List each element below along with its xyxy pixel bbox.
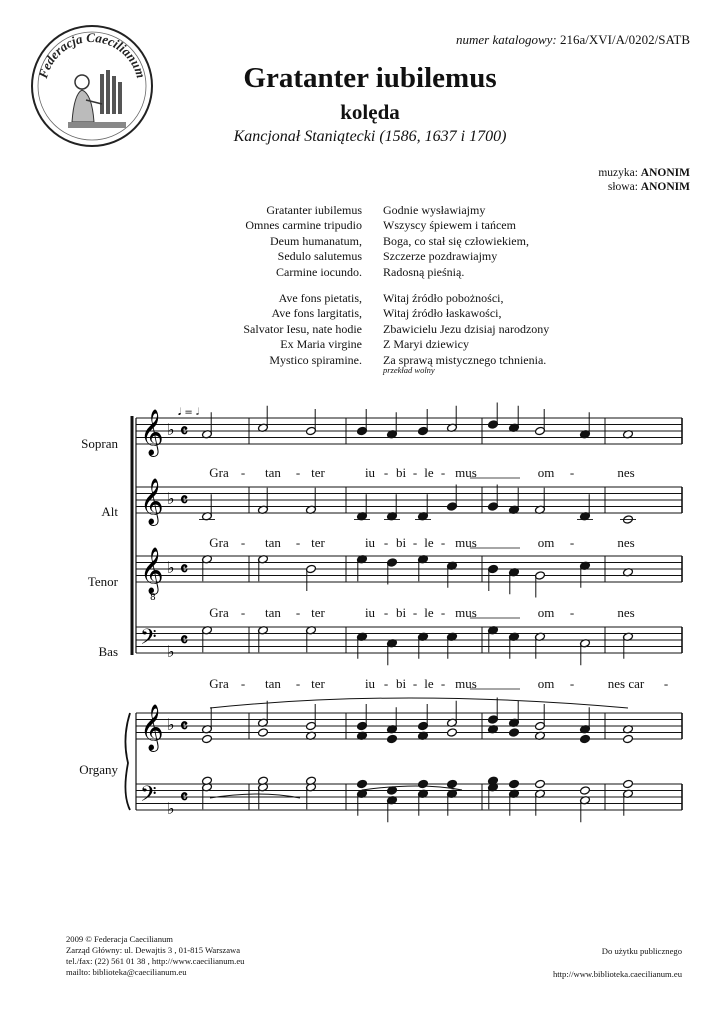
time-signature: 𝄴 [180, 490, 189, 511]
stanza1-polish-line: Godnie wysławiajmy [383, 203, 486, 217]
music-value: ANONIM [640, 167, 690, 179]
stanza1-latin-line: Sedulo salutemus [277, 249, 362, 264]
flat-key-signature: ♭ [167, 799, 175, 818]
time-signature: 𝄴 [180, 559, 189, 580]
lyric-syllable: mus [455, 676, 477, 691]
stanza2-polish-line: Witaj źródło łaskawości, [383, 306, 502, 321]
lyric-syllable: mus [455, 465, 477, 480]
octave-marker: 8 [150, 593, 156, 603]
footer-right [553, 946, 682, 980]
lyric-syllable: - [569, 605, 575, 620]
stanza1-latin-line: Omnes carmine tripudio [245, 218, 362, 233]
treble-clef: 𝄞 [140, 547, 164, 594]
time-signature: 𝄴 [180, 630, 189, 651]
music-label: muzyka: [598, 167, 638, 179]
lyric-syllable: ter [311, 676, 325, 691]
translation-note: przekład wolny [383, 365, 435, 375]
lyric-syllable: tan [265, 676, 281, 691]
stanza2-latin-line: Ave fons pietatis, [278, 291, 362, 305]
source-line: Kancjonał Staniątecki (1586, 1637 i 1700) [233, 128, 507, 145]
lyric-syllable: bi [395, 535, 407, 550]
lyric-syllable: tan [265, 535, 281, 550]
lyric-syllable: - [295, 605, 301, 620]
organ-note-lower [387, 734, 398, 743]
lyric-syllable: nes [617, 605, 635, 620]
footer-public-use: Do użytku publicznego [601, 946, 682, 956]
lyric-syllable: Gra [209, 465, 229, 480]
organ-note-lower [202, 734, 213, 743]
lyric-syllable: bi [395, 465, 407, 480]
catalog-label: numer katalogowy: [456, 32, 557, 47]
lyric-syllable: le [424, 605, 434, 620]
organ-tenor-note [357, 779, 368, 788]
organ-slur [210, 698, 628, 708]
lyric-syllable: - [240, 676, 246, 691]
organ-note-lower [447, 728, 458, 737]
lyric-syllable: - [412, 676, 418, 691]
organ-tenor-note [447, 779, 458, 788]
stanza1-latin-line: Gratanter iubilemus [266, 203, 362, 217]
catalog-value: 216a/XVI/A/0202/SATB [560, 32, 690, 47]
lyric-syllable: - [295, 535, 301, 550]
lyric-syllable: om [537, 605, 555, 620]
lyric-syllable: nes car [607, 676, 645, 691]
stanza2-latin-line: Mystico spiramine. [269, 352, 362, 367]
page-subtitle: kolęda [340, 100, 400, 124]
words-value: ANONIM [640, 181, 690, 193]
lyric-syllable: le [424, 535, 434, 550]
lyric-syllable: - [383, 535, 389, 550]
treble-clef: 𝄞 [140, 409, 164, 456]
lyric-syllable: - [383, 465, 389, 480]
lyric-syllable: bi [395, 676, 407, 691]
stanza2-latin-line: Ex Maria virgine [280, 337, 362, 352]
tempo-marking: 𝅘𝅥 = 𝅗𝅥 [178, 407, 200, 418]
lyric-syllable: iu [364, 605, 376, 620]
time-signature: 𝄴 [180, 421, 189, 442]
words-label: słowa: [607, 181, 638, 193]
flat-key-signature: ♭ [167, 715, 175, 734]
lyric-syllable: Gra [209, 676, 229, 691]
treble-clef: 𝄞 [140, 704, 164, 751]
lyric-syllable: iu [364, 465, 376, 480]
stanza2-latin-line: Ave fons largitatis, [271, 306, 362, 321]
lyric-syllable: nes [617, 465, 635, 480]
organ-note-lower [258, 728, 269, 737]
lyric-syllable: - [383, 605, 389, 620]
bass-clef: 𝄢 [140, 624, 157, 655]
organ-tenor-note [623, 779, 634, 788]
organ-tenor-note [418, 779, 429, 788]
part-label-organy: Organy [79, 762, 118, 777]
stanza2-polish-line: Z Maryi dziewicy [383, 337, 469, 352]
lyric-syllable: - [569, 465, 575, 480]
lyric-syllable: bi [395, 605, 407, 620]
stanza2-polish-line: Zbawicielu Jezu dzisiaj narodzony [383, 321, 550, 336]
part-label-tenor: Tenor [87, 574, 118, 589]
bass-clef: 𝄢 [140, 781, 157, 812]
part-label-sopran: Sopran [81, 436, 118, 451]
lyric-syllable: - [440, 465, 446, 480]
lyric-syllable: - [295, 676, 301, 691]
lyric-syllable: - [383, 676, 389, 691]
organ-note-lower [509, 728, 520, 737]
stanza2-polish-line: Witaj źródło pobożności, [383, 291, 504, 305]
organ-note-lower [623, 734, 634, 743]
stanza1-polish-line: Szczerze pozdrawiajmy [383, 249, 498, 264]
stanza1-latin-line: Carmine iocundo. [276, 264, 362, 279]
svg-text:Federacja Caecilianum: Federacja Caecilianum [35, 29, 149, 80]
lyric-syllable: - [412, 465, 418, 480]
footer-copyright: 2009 © Federacja Caecilianum [66, 934, 173, 944]
lyric-syllable: - [663, 676, 669, 691]
lyric-syllable: - [440, 535, 446, 550]
lyric-syllable: ter [311, 605, 325, 620]
flat-key-signature: ♭ [167, 489, 175, 508]
treble-clef: 𝄞 [140, 478, 164, 525]
stanza1-polish-line: Boga, co stał się człowiekiem, [383, 233, 529, 248]
lyric-syllable: - [569, 535, 575, 550]
flat-key-signature: ♭ [167, 558, 175, 577]
organ-tie [362, 786, 462, 790]
stanza1-polish-line: Radosną pieśnią. [383, 264, 465, 279]
organ-tenor-note [535, 779, 546, 788]
lyric-syllable: ter [311, 465, 325, 480]
organ-brace [125, 713, 130, 810]
lyric-syllable: - [440, 676, 446, 691]
lyric-syllable: mus [455, 605, 477, 620]
stanza1-polish-line: Wszyscy śpiewem i tańcem [383, 218, 516, 233]
time-signature: 𝄴 [180, 787, 189, 808]
lyric-syllable: - [569, 676, 575, 691]
lyric-syllable: om [537, 465, 555, 480]
lyric-syllable: Gra [209, 535, 229, 550]
lyric-syllable: - [440, 605, 446, 620]
lyric-syllable: tan [265, 605, 281, 620]
lyric-syllable: le [424, 465, 434, 480]
lyric-syllable: iu [364, 535, 376, 550]
flat-key-signature: ♭ [167, 420, 175, 439]
stanza2-polish-line: Za sprawą mistycznego tchnienia. [383, 352, 547, 367]
lyric-syllable: Gra [209, 605, 229, 620]
lyric-syllable: nes [617, 535, 635, 550]
stanza1-latin-line: Deum humanatum, [270, 233, 362, 248]
flat-key-signature: ♭ [167, 642, 175, 661]
part-label-bas: Bas [98, 644, 118, 659]
lyric-syllable: - [240, 465, 246, 480]
lyric-syllable: tan [265, 465, 281, 480]
lyric-syllable: iu [364, 676, 376, 691]
lyric-syllable: - [240, 535, 246, 550]
footer-library-url[interactable]: http://www.biblioteka.caecilianum.eu [552, 969, 682, 979]
lyric-syllable: le [424, 676, 434, 691]
lyric-syllable: - [412, 535, 418, 550]
lyric-syllable: - [240, 605, 246, 620]
lyric-syllable: ter [311, 535, 325, 550]
part-label-alt: Alt [101, 504, 118, 519]
footer-address: Zarząd Główny: ul. Dewajtis 3 , 01-815 Warszawa [66, 945, 241, 955]
lyric-syllable: om [537, 535, 555, 550]
lyric-syllable: om [537, 676, 555, 691]
time-signature: 𝄴 [180, 716, 189, 737]
stanza2-latin-line: Salvator Iesu, nate hodie [243, 321, 362, 336]
lyric-syllable: - [295, 465, 301, 480]
organ-tenor-note [509, 779, 520, 788]
organ-tenor-note [580, 786, 591, 795]
organ-note-lower [580, 734, 591, 743]
footer-mail[interactable]: mailto: biblioteka@caecilianum.eu [66, 967, 187, 977]
footer-contact[interactable]: tel./fax: (22) 561 01 38 , http://www.caecilianum.eu [66, 956, 245, 966]
lyric-syllable: - [412, 605, 418, 620]
page-title: Gratanter iubilemus [243, 62, 497, 94]
lyric-syllable: mus [455, 535, 477, 550]
footer-left [66, 934, 244, 978]
